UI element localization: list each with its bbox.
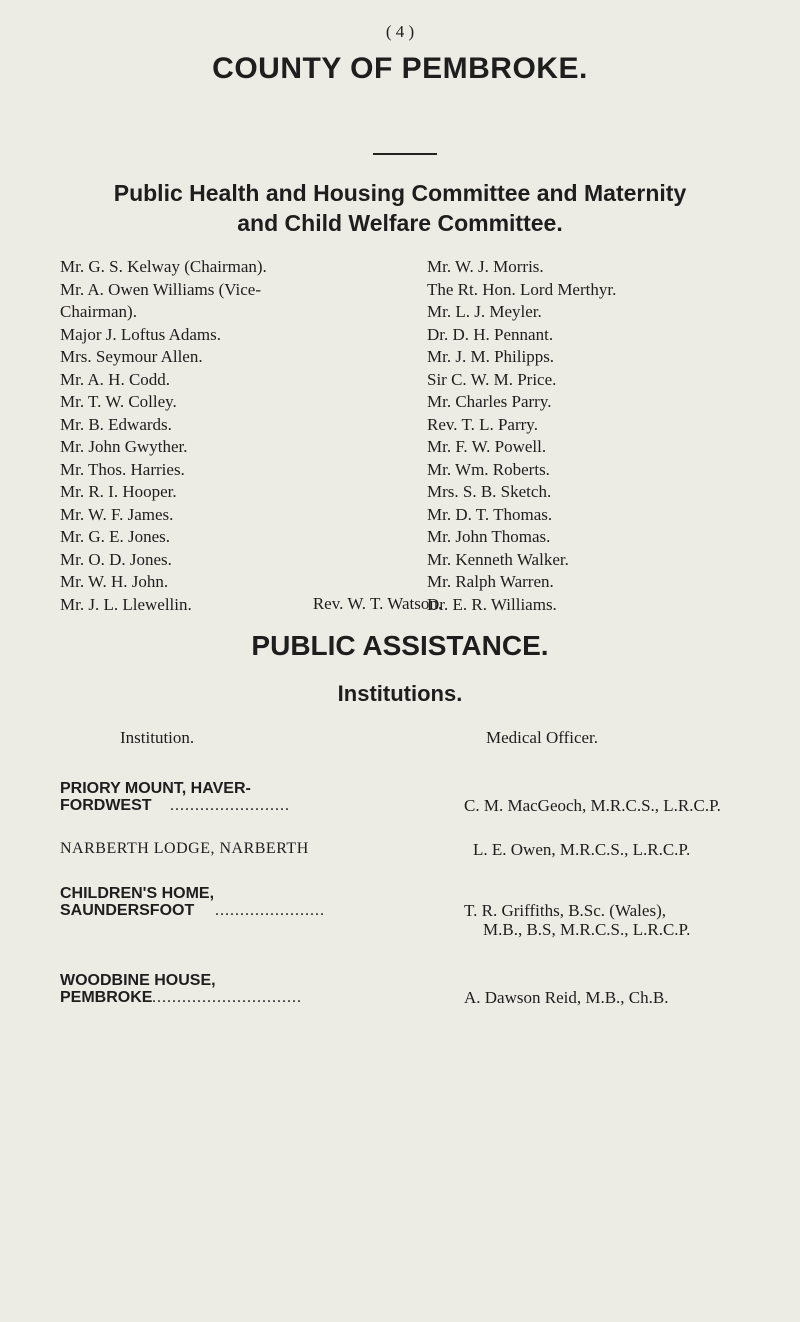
member: Mr. T. W. Colley. — [60, 392, 177, 411]
page-number: ( 4 ) — [385, 22, 415, 41]
medical-officer-qualifications: M.B., B.S, M.R.C.S., L.R.C.P. — [483, 920, 691, 939]
institution-row — [60, 780, 780, 830]
sub-title: Institutions. — [337, 681, 463, 706]
member: Mr. Thos. Harries. — [60, 459, 185, 479]
medical-officer: C. M. MacGeoch, M.R.C.S., L.R.C.P. — [464, 796, 721, 815]
institution-name-line-1: CHILDREN'S HOME, — [60, 885, 215, 902]
column-header-institution: Institution. — [120, 728, 195, 747]
member: Mr. R. I. Hooper. — [60, 482, 177, 501]
dot-leader: .............................. — [152, 989, 302, 1006]
institution-row — [60, 840, 780, 864]
member: Mr. O. D. Jones. — [60, 549, 172, 569]
member: Mrs. Seymour Allen. — [60, 347, 203, 366]
title-divider — [373, 153, 437, 155]
members-list-right — [427, 256, 767, 616]
column-header-medical-officer: Medical Officer. — [486, 728, 599, 747]
dot-leader: ........................ — [170, 797, 290, 814]
member: Mr. A. Owen Williams (Vice- — [60, 279, 262, 299]
institution-name-line-2: FORDWEST — [60, 797, 152, 814]
member: Mr. Charles Parry. — [427, 392, 552, 411]
institution-row — [60, 885, 780, 939]
member: Mr. Kenneth Walker. — [427, 549, 569, 569]
member: Mr. G. E. Jones. — [60, 527, 171, 546]
member: Mr. G. S. Kelway (Chairman). — [60, 257, 267, 276]
committee-title-line-2: and Child Welfare Committee. — [237, 210, 563, 236]
member: Rev. T. L. Parry. — [427, 414, 538, 434]
medical-officer: T. R. Griffiths, B.Sc. (Wales), — [464, 901, 666, 920]
member: Mr. A. H. Codd. — [60, 369, 171, 389]
members-list-left — [60, 256, 400, 616]
member: Mr. W. J. Morris. — [427, 257, 544, 276]
committee-title-line-1: Public Health and Housing Committee and Maternity — [113, 180, 687, 206]
member: Mr. Wm. Roberts. — [427, 459, 550, 479]
institution-name — [60, 885, 214, 919]
medical-officer: L. E. Owen, M.R.C.S., L.R.C.P. — [473, 840, 691, 859]
member: Mr. J. M. Philipps. — [427, 347, 555, 366]
institution-name-line-2: PEMBROKE — [60, 989, 153, 1006]
institution-name: NARBERTH LODGE, NARBERTH — [60, 840, 309, 857]
member: Dr. E. R. Williams. — [427, 594, 557, 614]
institution-name-line-2: SAUNDERSFOOT — [60, 902, 195, 919]
member: Mr. L. J. Meyler. — [427, 302, 542, 321]
member: Chairman). — [60, 302, 137, 321]
medical-officer: A. Dawson Reid, M.B., Ch.B. — [464, 988, 669, 1007]
institution-row — [60, 972, 780, 1022]
member: Dr. D. H. Pennant. — [427, 324, 554, 344]
institution-name-line-1: PRIORY MOUNT, HAVER- — [60, 780, 251, 797]
member: The Rt. Hon. Lord Merthyr. — [427, 279, 617, 299]
member: Mr. John Gwyther. — [60, 437, 188, 456]
member: Mr. John Thomas. — [427, 527, 551, 546]
member: Sir C. W. M. Price. — [427, 369, 557, 389]
member: Mr. D. T. Thomas. — [427, 504, 553, 524]
member: Mr. B. Edwards. — [60, 414, 172, 434]
member: Mr. Ralph Warren. — [427, 572, 554, 591]
committee-title — [0, 178, 800, 238]
member: Mr. J. L. Llewellin. — [60, 594, 192, 614]
member-last: Rev. W. T. Watson. — [312, 594, 443, 613]
dot-leader: ...................... — [215, 902, 325, 919]
member: Major J. Loftus Adams. — [60, 324, 222, 344]
county-title: COUNTY OF PEMBROKE. — [212, 52, 588, 85]
member: Mr. W. F. James. — [60, 504, 174, 524]
section-title: PUBLIC ASSISTANCE. — [251, 630, 549, 661]
member: Mr. W. H. John. — [60, 572, 169, 591]
institution-name-line-1: WOODBINE HOUSE, — [60, 972, 216, 989]
member: Mrs. S. B. Sketch. — [427, 482, 552, 501]
member: Mr. F. W. Powell. — [427, 437, 547, 456]
